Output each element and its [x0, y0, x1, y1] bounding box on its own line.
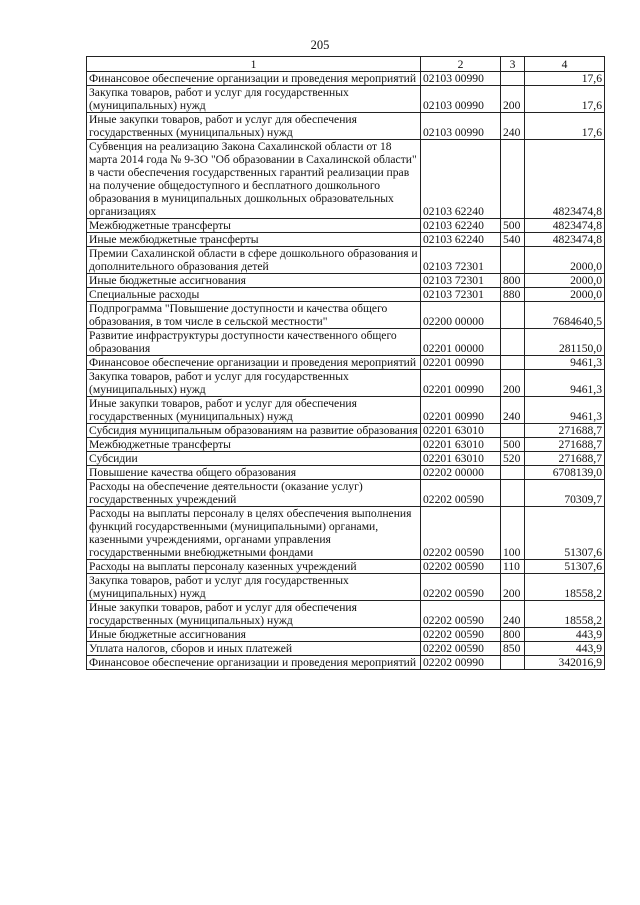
row-expense-type-cell	[501, 329, 525, 356]
row-expense-type-cell	[501, 247, 525, 274]
row-code-cell: 02103 00990	[421, 72, 501, 86]
row-amount-cell: 4823474,8	[525, 219, 605, 233]
row-name-cell: Закупка товаров, работ и услуг для государственных (муниципальных) нужд	[87, 574, 421, 601]
table-row	[87, 628, 605, 642]
row-name-cell: Субсидии	[87, 452, 421, 466]
table-row	[87, 113, 605, 140]
row-amount-cell: 17,6	[525, 113, 605, 140]
row-amount-cell: 2000,0	[525, 274, 605, 288]
row-expense-type-cell	[501, 72, 525, 86]
row-name-cell: Субсидия муниципальным образованиям на развитие образования	[87, 424, 421, 438]
row-name-cell: Повышение качества общего образования	[87, 466, 421, 480]
row-code-cell: 02202 00590	[421, 560, 501, 574]
row-code-cell: 02103 72301	[421, 288, 501, 302]
row-expense-type-cell: 240	[501, 601, 525, 628]
row-name-cell: Расходы на выплаты персоналу в целях обеспечения выполнения функций государственными (муниципальными) органами, казенными учреждениями, органами управления государственными внебюджетными фондами	[87, 507, 421, 560]
row-code-cell: 02202 00590	[421, 642, 501, 656]
table-row	[87, 480, 605, 507]
table-row	[87, 356, 605, 370]
page-number: 205	[310, 38, 330, 52]
row-code-cell: 02200 00000	[421, 302, 501, 329]
row-expense-type-cell	[501, 140, 525, 219]
row-code-cell: 02201 00990	[421, 356, 501, 370]
table-row	[87, 452, 605, 466]
row-name-cell: Подпрограмма "Повышение доступности и качества общего образования, в том числе в сельской местности"	[87, 302, 421, 329]
row-code-cell: 02103 62240	[421, 233, 501, 247]
table-row	[87, 656, 605, 670]
row-name-cell: Финансовое обеспечение организации и проведения мероприятий	[87, 72, 421, 86]
row-expense-type-cell: 100	[501, 507, 525, 560]
row-amount-cell: 281150,0	[525, 329, 605, 356]
row-code-cell: 02201 00990	[421, 370, 501, 397]
row-expense-type-cell	[501, 480, 525, 507]
row-code-cell: 02103 62240	[421, 219, 501, 233]
row-amount-cell: 70309,7	[525, 480, 605, 507]
row-name-cell: Межбюджетные трансферты	[87, 438, 421, 452]
row-name-cell: Субвенция на реализацию Закона Сахалинской области от 18 марта 2014 года № 9-ЗО "Об образовании в Сахалинской области" в части обеспечения государственных гарантий реализации прав на получение общедоступного и бесплатного дошкольного образования в муниципальных дошкольных образовательных организациях	[87, 140, 421, 219]
row-expense-type-cell: 240	[501, 113, 525, 140]
row-expense-type-cell: 240	[501, 397, 525, 424]
row-code-cell: 02202 00590	[421, 628, 501, 642]
row-amount-cell: 17,6	[525, 86, 605, 113]
row-code-cell: 02202 00590	[421, 574, 501, 601]
row-expense-type-cell: 200	[501, 370, 525, 397]
row-name-cell: Расходы на обеспечение деятельности (оказание услуг) государственных учреждений	[87, 480, 421, 507]
table-row	[87, 302, 605, 329]
table-row	[87, 438, 605, 452]
table-header-row	[87, 57, 605, 72]
table-row	[87, 601, 605, 628]
row-expense-type-cell: 520	[501, 452, 525, 466]
row-code-cell: 02103 72301	[421, 247, 501, 274]
row-code-cell: 02201 00990	[421, 397, 501, 424]
row-expense-type-cell	[501, 302, 525, 329]
row-amount-cell: 6708139,0	[525, 466, 605, 480]
row-expense-type-cell: 850	[501, 642, 525, 656]
row-amount-cell: 4823474,8	[525, 140, 605, 219]
row-name-cell: Закупка товаров, работ и услуг для государственных (муниципальных) нужд	[87, 86, 421, 113]
row-name-cell: Иные закупки товаров, работ и услуг для обеспечения государственных (муниципальных) нужд	[87, 113, 421, 140]
row-amount-cell: 18558,2	[525, 574, 605, 601]
budget-table	[86, 56, 605, 670]
row-amount-cell: 51307,6	[525, 560, 605, 574]
row-amount-cell: 271688,7	[525, 438, 605, 452]
row-code-cell: 02103 00990	[421, 113, 501, 140]
row-name-cell: Уплата налогов, сборов и иных платежей	[87, 642, 421, 656]
row-expense-type-cell: 200	[501, 86, 525, 113]
row-name-cell: Межбюджетные трансферты	[87, 219, 421, 233]
header-col-2: 2	[421, 57, 501, 72]
row-expense-type-cell: 880	[501, 288, 525, 302]
row-code-cell: 02103 00990	[421, 86, 501, 113]
row-name-cell: Закупка товаров, работ и услуг для государственных (муниципальных) нужд	[87, 370, 421, 397]
table-row	[87, 560, 605, 574]
header-col-4: 4	[525, 57, 605, 72]
row-amount-cell: 271688,7	[525, 424, 605, 438]
row-code-cell: 02202 00590	[421, 480, 501, 507]
table-row	[87, 370, 605, 397]
row-expense-type-cell: 800	[501, 628, 525, 642]
row-expense-type-cell	[501, 424, 525, 438]
row-expense-type-cell	[501, 466, 525, 480]
row-code-cell: 02103 72301	[421, 274, 501, 288]
row-code-cell: 02201 63010	[421, 438, 501, 452]
row-name-cell: Иные бюджетные ассигнования	[87, 274, 421, 288]
row-expense-type-cell: 800	[501, 274, 525, 288]
table-row	[87, 507, 605, 560]
row-code-cell: 02201 63010	[421, 452, 501, 466]
table-row	[87, 233, 605, 247]
row-amount-cell: 443,9	[525, 642, 605, 656]
row-code-cell: 02202 00590	[421, 507, 501, 560]
table-row	[87, 219, 605, 233]
row-expense-type-cell: 500	[501, 438, 525, 452]
table-row	[87, 140, 605, 219]
row-name-cell: Финансовое обеспечение организации и проведения мероприятий	[87, 656, 421, 670]
table-row	[87, 466, 605, 480]
header-col-3: 3	[501, 57, 525, 72]
row-code-cell: 02202 00000	[421, 466, 501, 480]
table-body	[87, 72, 605, 670]
row-name-cell: Иные бюджетные ассигнования	[87, 628, 421, 642]
header-col-1: 1	[87, 57, 421, 72]
table-row	[87, 397, 605, 424]
row-amount-cell: 9461,3	[525, 370, 605, 397]
row-amount-cell: 18558,2	[525, 601, 605, 628]
row-amount-cell: 17,6	[525, 72, 605, 86]
table-row	[87, 574, 605, 601]
row-amount-cell: 2000,0	[525, 288, 605, 302]
row-expense-type-cell: 200	[501, 574, 525, 601]
row-code-cell: 02202 00590	[421, 601, 501, 628]
row-name-cell: Иные межбюджетные трансферты	[87, 233, 421, 247]
row-amount-cell: 7684640,5	[525, 302, 605, 329]
table-row	[87, 86, 605, 113]
row-name-cell: Специальные расходы	[87, 288, 421, 302]
row-amount-cell: 9461,3	[525, 397, 605, 424]
table-row	[87, 247, 605, 274]
table-row	[87, 288, 605, 302]
row-name-cell: Финансовое обеспечение организации и проведения мероприятий	[87, 356, 421, 370]
row-name-cell: Расходы на выплаты персоналу казенных учреждений	[87, 560, 421, 574]
row-expense-type-cell	[501, 356, 525, 370]
table-row	[87, 274, 605, 288]
row-amount-cell: 271688,7	[525, 452, 605, 466]
row-name-cell: Иные закупки товаров, работ и услуг для обеспечения государственных (муниципальных) нужд	[87, 601, 421, 628]
row-expense-type-cell	[501, 656, 525, 670]
row-expense-type-cell: 110	[501, 560, 525, 574]
row-name-cell: Премии Сахалинской области в сфере дошкольного образования и дополнительного образования детей	[87, 247, 421, 274]
table-row	[87, 642, 605, 656]
row-code-cell: 02202 00990	[421, 656, 501, 670]
table-row	[87, 72, 605, 86]
row-amount-cell: 9461,3	[525, 356, 605, 370]
row-name-cell: Иные закупки товаров, работ и услуг для обеспечения государственных (муниципальных) нужд	[87, 397, 421, 424]
row-amount-cell: 51307,6	[525, 507, 605, 560]
table-row	[87, 329, 605, 356]
row-expense-type-cell: 540	[501, 233, 525, 247]
table-row	[87, 424, 605, 438]
row-code-cell: 02201 00000	[421, 329, 501, 356]
row-amount-cell: 342016,9	[525, 656, 605, 670]
row-amount-cell: 2000,0	[525, 247, 605, 274]
row-expense-type-cell: 500	[501, 219, 525, 233]
row-code-cell: 02201 63010	[421, 424, 501, 438]
row-amount-cell: 4823474,8	[525, 233, 605, 247]
row-name-cell: Развитие инфраструктуры доступности качественного общего образования	[87, 329, 421, 356]
row-amount-cell: 443,9	[525, 628, 605, 642]
row-code-cell: 02103 62240	[421, 140, 501, 219]
